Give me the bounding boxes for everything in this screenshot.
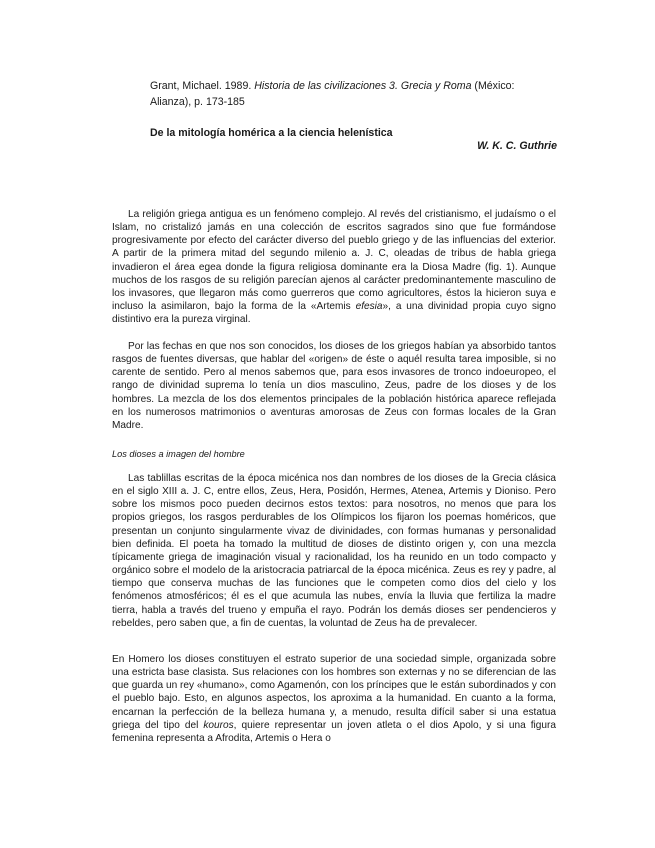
paragraph-homer: [112, 653, 556, 745]
paragraph-homer-text-end: , quiere representar un joven atleta o el dios Apolo, y si una figura femenina representa a Afrodita, Artemis o Hera o: [112, 719, 556, 744]
paragraph-mycenaean: Las tablillas escritas de la época micénica nos dan nombres de los dioses de la Grecia clásica en el siglo XIII a. J. C, entre ellos, Zeus, Hera, Posidón, Hermes, Atenea, Artemis y Dioniso. Pero sobre los mismos poco pueden decirnos estos textos: para nosotros, no menos que para los propios griegos, los rasgos perdurables de los Olímpicos los fijaron los poemas homéricos, que presentan un conjunto singularmente vivaz de divinidades, con formas humanas y personalidad bien definida. El poeta ha tomado la multitud de dioses de distinto origen y, con una mezcla típicamente griega de imaginación visual y racionalidad, los ha reunido en un todo compacto y orgánico sobre el modelo de la aristocracia patriarcal de la época micénica. Zeus es rey y padre, al tiempo que conserva muchas de las funciones que le competen como dios del cielo y los fenómenos atmosféricos; él es el que acumula las nubes, envía la lluvia que fertiliza la madre tierra, habla a través del trueno y empuña el rayo. Podrán los demás dioses ser pendencieros y rebeldes, pero saben que, a fin de cuentas, la voluntad de Zeus ha de prevalecer.: [112, 473, 556, 629]
section-heading: Los dioses a imagen del hombre: [112, 449, 245, 459]
article-author: W. K. C. Guthrie: [477, 140, 557, 152]
paragraph-intro: [112, 208, 556, 326]
paragraph-intro-text: La religión griega antigua es un fenómeno complejo. Al revés del cristianismo, el judaísmo o el Islam, no cristalizó jamás en una colección de escritos sagrados sino que fue formándose progresivamente por efecto del carácter diverso del pueblo griego y de las influencias del exterior. A partir de la primera mitad del segundo milenio a. J. C, oleadas de tribus de habla griega invadieron el área egea donde la figura religiosa dominante era la Diosa Madre (fig. 1). Aunque muchos de los rasgos de su religión parecían ajenos al carácter predominantemente masculino de los invasores, que llegaron más como guerreros que como agricultores, éstos la hicieron suya e incluso la asimilaron, bajo la forma de la «Artemis: [112, 209, 556, 313]
bibliographic-citation: [150, 78, 558, 110]
citation-publisher-pages: (México: Alianza), p. 173-185: [150, 80, 515, 108]
paragraph-intro-italic: efesia: [355, 301, 383, 313]
paragraph-homer-text: En Homero los dioses constituyen el estrato superior de una sociedad simple, organizada sobre una estricta base clasista. Sus relaciones con los hombres son externas y no se diferencian de las que guarda un rey «humano», como Agamenón, con los príncipes que le están subordinados y con el pueblo bajo. Esto, en algunos aspectos, los aproxima a la humanidad. En cuanto a la forma, encarnan la perfección de la belleza humana y, a menudo, resulta difícil saber si una estatua griega del tipo del: [112, 654, 556, 731]
paragraph-homer-italic: kouros: [203, 719, 234, 731]
paragraph-intro-text-end: », a una divinidad propia cuyo signo distintivo era la pureza virginal.: [112, 301, 556, 326]
article-title: De la mitología homérica a la ciencia helenística: [150, 127, 393, 139]
paragraph-origins: Por las fechas en que nos son conocidos, los dioses de los griegos habían ya absorbido tantos rasgos de fuentes diversas, que hablar del «origen» de éste o aquél resulta tarea imposible, si no carente de sentido. Pero al menos sabemos que, para esos invasores de tronco indoeuropeo, el rango de divinidad suprema lo tenía un dios masculino, Zeus, padre de los dioses y de los hombres. La mezcla de los dos elementos principales de la población histórica aparece reflejada en los numerosos matrimonios o aventuras amorosas de Zeus con formas locales de la Gran Madre.: [112, 341, 556, 431]
citation-book-title: Historia de las civilizaciones 3. Grecia y Roma: [254, 80, 472, 92]
citation-author-year: Grant, Michael. 1989.: [150, 80, 255, 92]
